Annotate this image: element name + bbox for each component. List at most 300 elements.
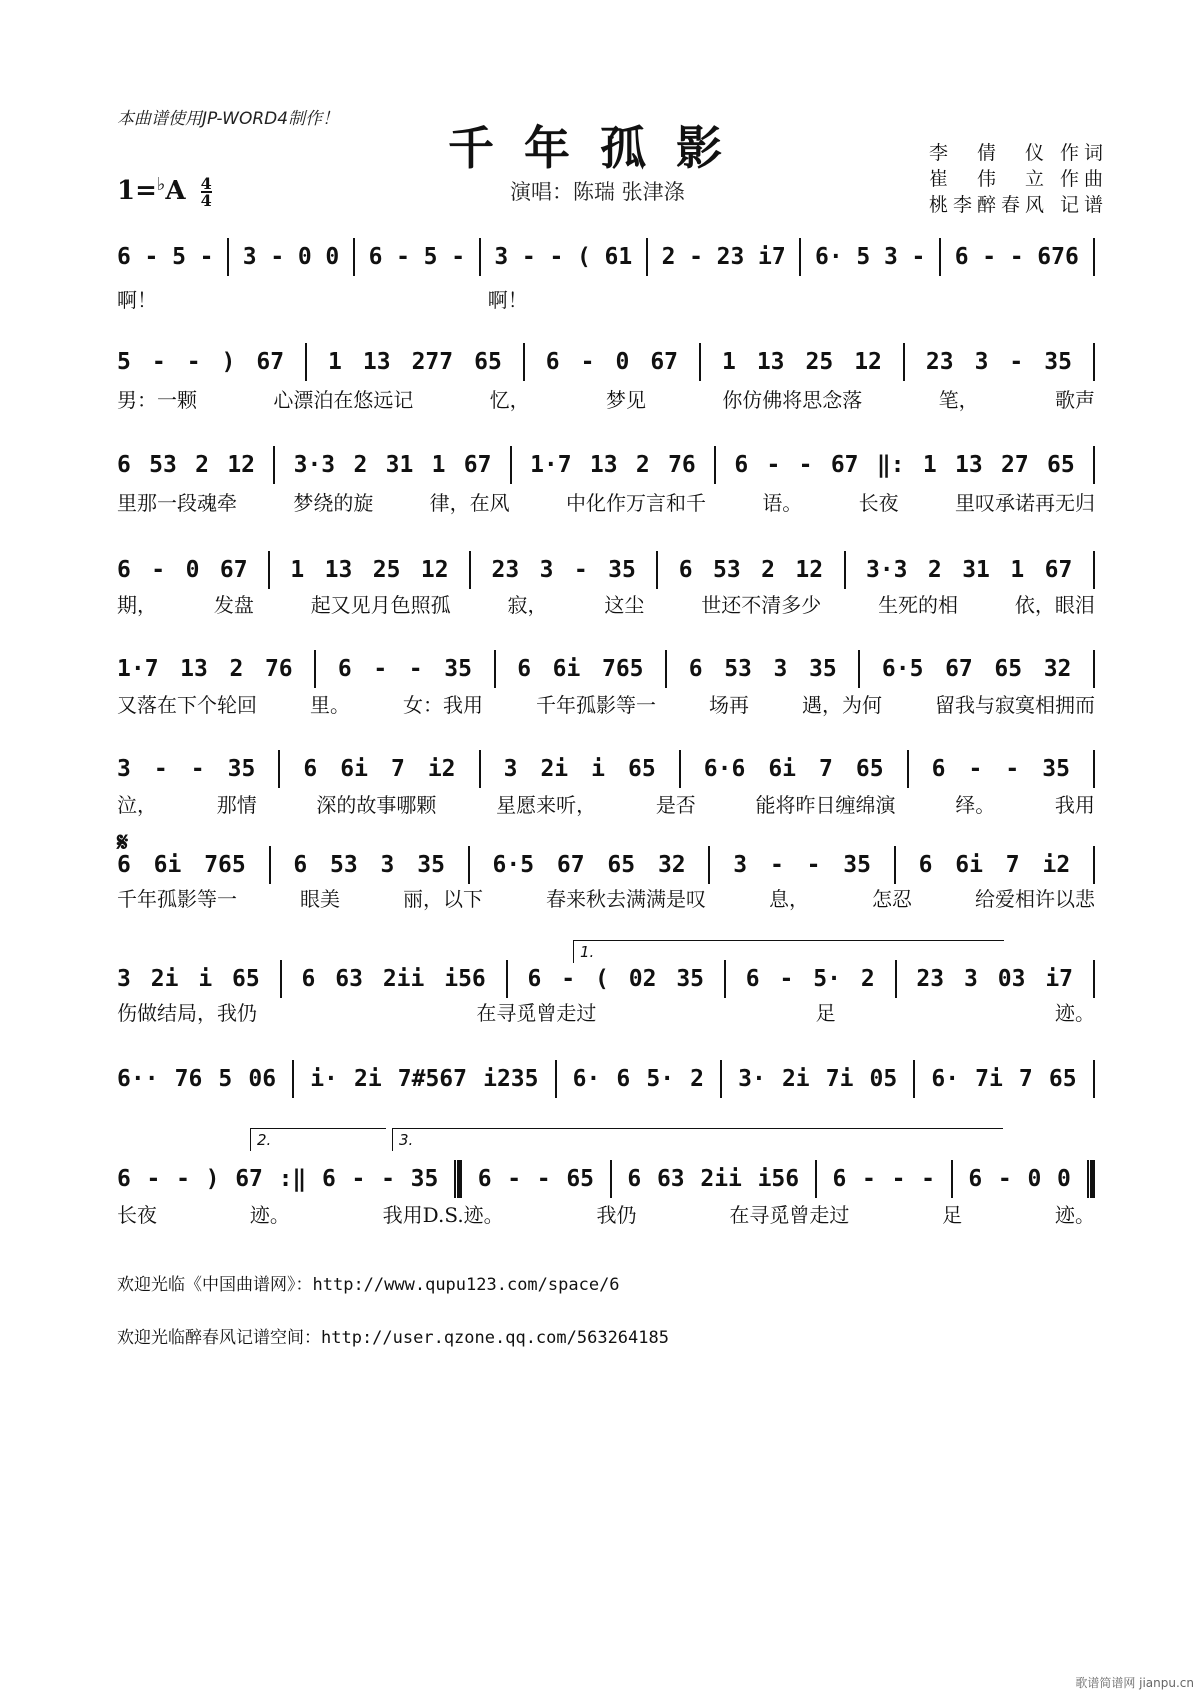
lyric-syllable: 星愿来听， [496,792,597,817]
note: 02 [628,966,657,992]
lyrics-line-1 [117,285,1095,311]
barline [939,238,941,276]
note: 12 [854,349,882,375]
note: - [408,656,423,682]
barline [510,446,512,484]
lyric-syllable: 梦见 [605,387,646,412]
lyric-syllable: 依，眼泪 [1014,592,1095,617]
note: 6· [815,244,843,270]
note: 06 [248,1066,277,1092]
note: - [862,1166,876,1192]
note: 2 [661,244,676,270]
note: 3 [503,756,518,782]
note: - [798,452,813,478]
note: 6 [517,656,532,682]
note: 35 [410,1166,439,1192]
note: 0 [615,349,630,375]
barline [314,650,316,688]
note: 63 [656,1166,685,1192]
note: 5 [172,244,186,270]
note: 76 [174,1066,203,1092]
note: - [1005,756,1020,782]
transcriber: 桃李醉春风 记谱 [928,194,1108,216]
note: 6 [368,244,383,270]
note: - [186,349,201,375]
note: 35 [444,656,472,682]
lyricist: 李 倩 仪 作词 [928,142,1108,164]
note: 6 [337,656,352,682]
note: 2 [761,557,775,583]
lyric-syllable: 里。 [310,692,350,717]
note: 6 [954,244,969,270]
lyric-syllable: 留我与寂寞相拥而 [935,692,1095,717]
note: 13 [180,656,208,682]
note: 2ii [382,966,425,992]
note: - [351,1166,366,1192]
note: 6 [745,966,760,992]
note: 2i [540,756,569,782]
lyric-syllable: 又落在下个轮回 [117,692,257,717]
note: - [146,1166,161,1192]
time-bottom: 4 [200,191,212,210]
note: 5 [856,244,871,270]
note: 2 [690,1066,704,1092]
barline [714,446,716,484]
lyric-syllable: 长夜 [117,1202,157,1227]
staff-line-1 [117,240,1095,274]
note: 76 [668,452,696,478]
note: 6 [627,1166,642,1192]
barline [280,960,282,998]
volta-1 [573,940,1004,963]
note: - [151,557,166,583]
note: 1 [721,349,736,375]
note: 65 [232,966,260,992]
note: 65 [628,756,656,782]
note: 0 [325,244,340,270]
barline [479,750,481,788]
lyric-syllable: 发盘 [213,592,254,617]
note: 65 [994,656,1023,682]
note: 1 [1010,557,1025,583]
note: 3 [242,244,257,270]
note: 6 [117,244,131,270]
note: 5 [218,1066,233,1092]
note: 67 [556,852,585,878]
barline [1093,1060,1095,1098]
barline [269,846,271,884]
lyric-syllable: 里那一段魂牵 [117,490,237,515]
note: 3 [773,656,788,682]
note: 13 [589,452,618,478]
note: 6 [931,756,946,782]
barline [1093,446,1095,484]
flat-sign: ♭ [156,174,166,195]
note: ) [205,1166,220,1192]
note: 3 [539,557,554,583]
note: 1 [290,557,305,583]
lyric-syllable: 梦绕的旋 [293,490,374,515]
note: - [536,1166,551,1192]
lyric-syllable: 长夜 [858,490,899,515]
lyric-syllable: 绎。 [955,792,996,817]
lyric-syllable: 语。 [762,490,803,515]
note: 2 [635,452,650,478]
barline [506,960,508,998]
segno-sign: 𝄋 [117,828,129,858]
lyric-syllable: 忆， [489,387,530,412]
note: 67 [1044,557,1073,583]
note: 3 [733,852,748,878]
note: 6 [117,1166,131,1192]
lyric-syllable: 伤做结局，我仍 [117,1000,257,1025]
note: 0 [1027,1166,1042,1192]
note: 65 [1046,452,1075,478]
barline [895,960,897,998]
note: 765 [601,656,644,682]
note: 13 [756,349,785,375]
note: 1·7 [117,656,159,682]
note: 53 [330,852,358,878]
barline [523,343,525,381]
note: 3 [494,244,509,270]
note: 35 [808,656,837,682]
barline [1093,238,1095,276]
note: 35 [1044,349,1072,375]
barline [1093,960,1095,998]
note: 65 [566,1166,595,1192]
note: 13 [954,452,983,478]
barline [799,238,801,276]
lyric-syllable: 在寻觅曾走过 [729,1202,850,1227]
barline [844,551,846,589]
note: 31 [962,557,990,583]
note: 3 [964,966,978,992]
barline [555,1060,557,1098]
lyric-syllable: 丽，以下 [403,886,483,911]
note: 6 [968,1166,983,1192]
note: 6 [303,756,318,782]
note: ( [595,966,609,992]
time-signature [201,176,212,208]
note: - [451,244,466,270]
note: 05 [869,1066,898,1092]
note: - [151,349,166,375]
note: 3·3 [865,557,908,583]
lyric-syllable: 男：一颗 [117,387,197,412]
note: 76 [264,656,293,682]
lyric-syllable: 场再 [709,692,749,717]
note: i· [310,1066,338,1092]
barline [1093,846,1095,884]
note: ‖: [876,452,905,478]
lyric-syllable: 那情 [216,792,257,817]
lyrics-line-2 [117,385,1095,411]
note: 1 [922,452,937,478]
staff-line-5 [117,652,1095,686]
note: 61 [604,244,633,270]
note: 67 [219,557,248,583]
note: - [766,452,781,478]
note: - [190,756,205,782]
barline [699,343,701,381]
composer: 崔 伟 立 作曲 [928,168,1108,190]
note: 6i [153,852,182,878]
barline [494,650,496,688]
note: 53 [149,452,177,478]
note: 6 [117,452,131,478]
note: 13 [362,349,391,375]
note: i [591,756,606,782]
note: 2i [150,966,179,992]
note: - [381,1166,395,1192]
lyric-syllable: 起又见月色照孤 [310,592,451,617]
key-label: 1= [117,176,157,206]
lyric-syllable: 啊！ [117,287,157,312]
note: - [806,852,821,878]
barline [278,750,280,788]
barline [656,551,658,589]
lyric-syllable: 生死的相 [878,592,959,617]
note: 63 [335,966,363,992]
lyric-syllable: 足 [815,1000,836,1025]
barline [1093,551,1095,589]
watermark: 歌谱简谱网 jianpu.cn [1075,1676,1194,1690]
lyric-syllable: 寂， [507,592,548,617]
barline [1093,750,1095,788]
note: 35 [227,756,256,782]
note: i7 [1045,966,1074,992]
note: 6 [293,852,308,878]
lyric-syllable: 怎忍 [872,886,912,911]
note: - [396,244,410,270]
volta-3 [392,1128,1003,1151]
note: 6·5 [492,852,535,878]
note: 6· [931,1066,960,1092]
note: - [507,1166,522,1192]
note: 67 [830,452,859,478]
barline [227,238,229,276]
note: - [779,966,794,992]
note: 31 [385,452,414,478]
note: 6 [527,966,542,992]
barline [610,1160,612,1198]
singers: 演唱：陈瑞 张津涤 [510,180,685,204]
note: 65 [474,349,502,375]
barline [268,551,270,589]
note: - [1009,349,1024,375]
note: 6i [340,756,368,782]
note: i2 [427,756,456,782]
lyric-syllable: 啊！ [487,287,528,312]
barline [273,446,275,484]
note: 6 [678,557,693,583]
volta-2 [250,1128,386,1151]
note: 6 [301,966,316,992]
lyric-syllable: 你仿佛将思念落 [722,387,863,412]
lyric-syllable: 千年孤影等一 [117,886,237,911]
note: 23 [916,966,945,992]
note: 1 [431,452,446,478]
barline [353,238,355,276]
note: 65 [855,756,884,782]
note: - [1009,244,1024,270]
note: - [982,244,997,270]
volta-1-label: 1. [580,943,595,961]
note: 25 [805,349,834,375]
note: 6·6 [703,756,746,782]
note: 6 [734,452,749,478]
lyric-syllable: 春来秋去满满是叹 [546,886,706,911]
credits [929,140,1108,218]
lyrics-line-7 [117,884,1095,910]
note: - [521,244,536,270]
note: 7#567 [397,1066,468,1092]
song-title: 千年孤影 [448,121,752,175]
note: 5 [423,244,438,270]
note: 35 [1042,756,1070,782]
lyric-syllable: 我用 [1054,792,1095,817]
note: 7i [975,1066,1003,1092]
barline [815,1160,817,1198]
note: 6 [117,852,131,878]
note: 67 [463,452,492,478]
note: 7 [390,756,405,782]
lyric-syllable: 给爱相许以悲 [975,886,1095,911]
note: 7i [825,1066,854,1092]
note: i235 [483,1066,539,1092]
note: 277 [411,349,454,375]
note: 6 [688,656,703,682]
barline [479,238,481,276]
barline [894,846,896,884]
note: 12 [227,452,256,478]
note: 765 [204,852,246,878]
lyrics-line-8 [117,998,1095,1024]
lyric-syllable: 期， [117,592,157,617]
note: 2 [927,557,942,583]
note: 6 [321,1166,336,1192]
lyric-syllable: 是否 [655,792,696,817]
lyric-syllable: 我仍 [596,1202,637,1227]
note: 2 [860,966,875,992]
staff-line-8 [117,962,1095,996]
barline [858,650,860,688]
lyric-syllable: 笔， [938,387,979,412]
staff-line-3 [117,448,1095,482]
note: 0 [297,244,312,270]
lyric-syllable: 迹。 [249,1202,290,1227]
note: 3 [117,966,131,992]
note: 3· [738,1066,766,1092]
note: 6i [955,852,983,878]
note: 5 [117,349,131,375]
lyric-syllable: 歌声 [1054,387,1095,412]
note: i2 [1042,852,1071,878]
note: :‖ [278,1166,307,1192]
lyric-syllable: 中化作万言和千 [565,490,706,515]
note: 35 [676,966,705,992]
note: 6 [477,1166,492,1192]
double-barline [454,1160,462,1198]
lyric-syllable: 能将昨日缠绵演 [755,792,896,817]
note: 1 [328,349,342,375]
note: 6·· [117,1066,159,1092]
barline [1093,650,1095,688]
note: 35 [608,557,636,583]
note: - [580,349,595,375]
staff-line-7 [117,848,1095,882]
note: 67 [650,349,679,375]
note: - [891,1166,906,1192]
lyric-syllable: 律，在风 [429,490,510,515]
note: 2i [353,1066,382,1092]
note: 7 [1005,852,1020,878]
note: 35 [417,852,445,878]
note: 6 [117,557,131,583]
barline [913,1060,915,1098]
note: 0 [185,557,200,583]
barline [305,343,307,381]
key-note: A [165,176,186,206]
lyrics-line-3 [117,488,1095,514]
note: 7 [819,756,833,782]
barline [468,846,470,884]
note: - [997,1166,1012,1192]
note: 1·7 [530,452,572,478]
lyric-syllable: 在寻觅曾走过 [476,1000,597,1025]
note: ) [221,349,236,375]
note: 23 [491,557,520,583]
lyrics-line-4 [117,590,1095,616]
note: - [373,656,388,682]
volta-2-label: 2. [257,1131,272,1149]
lyric-syllable: 泣， [117,792,157,817]
note: - [911,244,926,270]
note: 5· [646,1066,675,1092]
staff-line-4 [117,553,1095,587]
note: - [144,244,159,270]
note: 13 [324,557,353,583]
lyric-syllable: 息， [769,886,809,911]
barline [708,846,710,884]
lyric-syllable: 迹。 [1054,1000,1095,1025]
lyric-syllable: 世还不清多少 [701,592,822,617]
note: 32 [1043,656,1072,682]
note: - [968,756,983,782]
staff-line-9 [117,1062,1095,1096]
key-signature [117,176,212,208]
note: - [199,244,214,270]
staff-line-10 [117,1162,1095,1196]
note: 3 [974,349,989,375]
footer-link-1[interactable]: 欢迎光临《中国曲谱网》：http://www.qupu123.com/space/6 [117,1275,620,1295]
footer-link-2[interactable]: 欢迎光临醉春风记谱空间：http://user.qzone.qq.com/563264185 [117,1328,669,1348]
barline [646,238,648,276]
note: 67 [235,1166,263,1192]
lyric-syllable: 深的故事哪颗 [316,792,437,817]
note: 25 [372,557,401,583]
double-barline [1087,1160,1095,1198]
note: 67 [945,656,973,682]
note: i56 [444,966,486,992]
barline [907,750,909,788]
lyrics-line-10 [117,1200,1095,1226]
lyric-syllable: 眼美 [300,886,340,911]
note: 23 [716,244,745,270]
note: 6i [552,656,581,682]
note: 65 [1048,1066,1077,1092]
